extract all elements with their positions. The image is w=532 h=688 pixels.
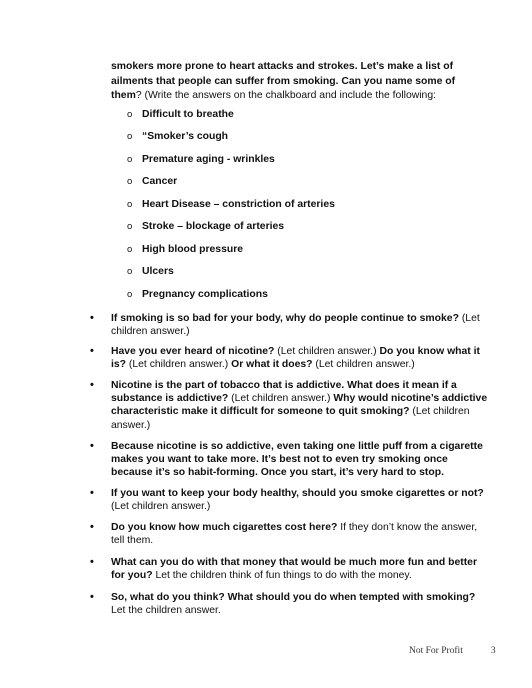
question-bold-text-2: Do you know what it is? — [111, 346, 480, 371]
question-item — [90, 379, 489, 432]
sub-bullet-marker: o — [127, 131, 133, 143]
question-normal-text-2: (Let children answer.) — [111, 406, 470, 431]
question-item — [90, 345, 489, 371]
question-normal-text: Let the children think of fun things to do with the money. — [152, 570, 412, 582]
ailment-text: Premature aging - wrinkles — [142, 153, 275, 165]
bullet-marker: • — [90, 312, 94, 324]
question-normal-text: (Let children answer.) — [111, 313, 480, 338]
question-item — [90, 440, 489, 480]
ailment-text: Difficult to breathe — [142, 109, 234, 120]
ailment-text: Ulcers — [142, 266, 174, 278]
sub-bullet-marker: o — [127, 109, 133, 120]
ailment-text: Pregnancy complications — [142, 288, 268, 300]
question-normal-text: (Let children answer.) — [274, 346, 380, 357]
question-normal-text-3: (Let children answer.) — [312, 359, 415, 371]
question-bold-text: What can you do with that money that would be much more fun and better for you? — [111, 557, 477, 582]
ailment-text: Cancer — [142, 176, 178, 188]
question-normal-text: Let the children answer. — [111, 605, 221, 617]
question-bold-text: Have you ever heard of nicotine? — [111, 346, 275, 357]
bullet-marker: • — [90, 521, 94, 533]
sub-bullet-marker: o — [127, 243, 133, 255]
ailment-text: “Smoker’s cough — [142, 131, 229, 143]
sub-bullet-marker: o — [127, 198, 133, 210]
intro-paragraph — [111, 60, 486, 104]
question-bold-text: Do you know how much cigarettes cost here? — [111, 522, 338, 533]
bullet-marker: • — [90, 487, 94, 499]
intro-normal-text: ? (Write the answers on the chalkboard and include the following: — [135, 90, 436, 102]
question-item — [90, 556, 489, 582]
question-item — [90, 312, 489, 338]
question-bold-text: If smoking is so bad for your body, why do people continue to smoke? — [111, 313, 459, 324]
sub-bullet-marker: o — [127, 221, 133, 233]
sub-bullet-marker: o — [127, 288, 133, 300]
footer-label: Not For Profit — [409, 646, 463, 656]
question-normal-text: (Let children answer.) — [111, 501, 211, 513]
ailment-text: Heart Disease – constriction of arteries — [142, 198, 335, 210]
page-footer — [409, 646, 496, 656]
bullet-marker: • — [90, 345, 94, 357]
question-normal-text: If they don’t know the answer, tell them. — [111, 522, 478, 547]
question-bold-text: Because nicotine is so addictive, even taking one little puff from a cigarette makes you want to take more. It’s best not to even try smoking once because it’s so habit-forming. Once you start, it’s very hard to stop. — [111, 441, 483, 479]
bullet-marker: • — [90, 440, 94, 452]
question-bold-text: Nicotine is the part of tobacco that is addictive. What does it mean if a substance is addictive? — [111, 380, 457, 405]
question-item — [90, 591, 489, 617]
question-item — [90, 521, 489, 547]
bullet-marker: • — [90, 556, 94, 568]
sub-bullet-marker: o — [127, 153, 133, 165]
question-bold-text: So, what do you think? What should you do when tempted with smoking? — [111, 592, 476, 603]
question-bold-text: If you want to keep your body healthy, should you smoke cigarettes or not? — [111, 488, 484, 499]
bullet-marker: • — [90, 591, 94, 603]
sub-bullet-marker: o — [127, 266, 133, 278]
question-normal-text-2: (Let children answer.) — [126, 359, 232, 371]
question-bold-text-3: Or what it does? — [231, 359, 313, 371]
question-bold-text-2: Why would nicotine’s addictive characteristic make it difficult for someone to quit smoking? — [111, 393, 488, 418]
intro-bold-text: smokers more prone to heart attacks and strokes. Let’s make a list of ailments that people can suffer from smoking. Can you name some of them — [111, 61, 456, 102]
ailment-text: Stroke – blockage of arteries — [142, 221, 285, 233]
question-item — [90, 487, 489, 513]
question-normal-text: (Let children answer.) — [228, 393, 334, 405]
bullet-marker: • — [90, 379, 94, 391]
page-number: 3 — [490, 646, 496, 656]
sub-bullet-marker: o — [127, 176, 133, 188]
ailment-text: High blood pressure — [142, 243, 244, 255]
